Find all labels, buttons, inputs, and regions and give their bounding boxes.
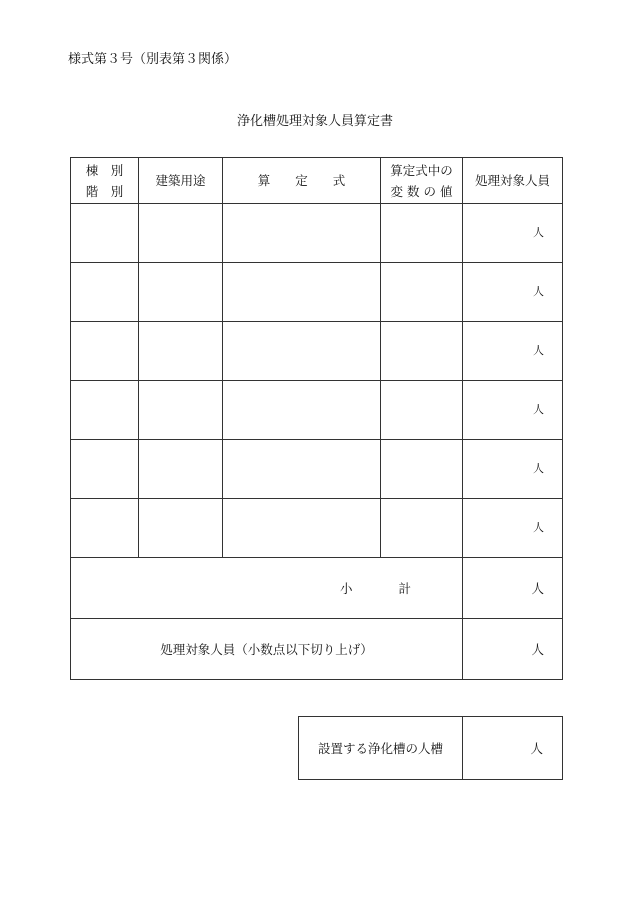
table-row xyxy=(71,204,563,263)
header-building-floor xyxy=(71,158,139,204)
building-floor-cell[interactable] xyxy=(71,263,139,322)
subtotal-row xyxy=(71,558,563,619)
persons-cell[interactable] xyxy=(463,204,563,263)
use-cell[interactable] xyxy=(139,322,223,381)
subtotal-label-cell xyxy=(71,558,463,619)
persons-cell[interactable] xyxy=(463,322,563,381)
variable-cell[interactable] xyxy=(381,381,463,440)
formula-cell[interactable] xyxy=(223,499,381,558)
variable-cell[interactable] xyxy=(381,440,463,499)
table-row xyxy=(71,263,563,322)
header-use: 建築用途 xyxy=(139,158,223,204)
persons-unit: 人 xyxy=(533,521,544,534)
persons-cell[interactable] xyxy=(463,263,563,322)
persons-cell[interactable] xyxy=(463,499,563,558)
variable-cell[interactable] xyxy=(381,322,463,381)
total-unit: 人 xyxy=(531,642,544,657)
persons-unit: 人 xyxy=(533,226,544,239)
formula-cell[interactable] xyxy=(223,440,381,499)
header-variable-values xyxy=(381,158,463,204)
total-label: 処理対象人員（小数点以下切り上げ） xyxy=(71,619,463,680)
formula-cell[interactable] xyxy=(223,381,381,440)
variable-cell[interactable] xyxy=(381,263,463,322)
building-floor-cell[interactable] xyxy=(71,322,139,381)
use-cell[interactable] xyxy=(139,499,223,558)
building-floor-cell[interactable] xyxy=(71,440,139,499)
variable-cell[interactable] xyxy=(381,499,463,558)
variable-cell[interactable] xyxy=(381,204,463,263)
form-number: 様式第３号（別表第３関係） xyxy=(68,52,238,67)
building-floor-cell[interactable] xyxy=(71,499,139,558)
tank-capacity-cell[interactable] xyxy=(463,717,563,780)
total-persons-cell[interactable] xyxy=(463,619,563,680)
table-row xyxy=(71,440,563,499)
header-building-label: 棟 別 xyxy=(85,162,124,178)
header-formula: 算 定 式 xyxy=(223,158,381,204)
building-floor-cell[interactable] xyxy=(71,381,139,440)
total-row xyxy=(71,619,563,680)
table-row xyxy=(71,499,563,558)
use-cell[interactable] xyxy=(139,263,223,322)
header-floor-label: 階 別 xyxy=(85,183,124,199)
header-variable-line2: 変 数 の 値 xyxy=(390,183,453,199)
persons-unit: 人 xyxy=(533,462,544,475)
use-cell[interactable] xyxy=(139,381,223,440)
subtotal-unit: 人 xyxy=(531,581,544,596)
formula-cell[interactable] xyxy=(223,204,381,263)
building-floor-cell[interactable] xyxy=(71,204,139,263)
header-variable-line1: 算定式中の xyxy=(390,162,453,178)
subtotal-persons-cell[interactable] xyxy=(463,558,563,619)
persons-unit: 人 xyxy=(533,344,544,357)
persons-cell[interactable] xyxy=(463,381,563,440)
tank-capacity-label: 設置する浄化槽の人槽 xyxy=(299,717,463,780)
formula-cell[interactable] xyxy=(223,322,381,381)
document-title: 浄化槽処理対象人員算定書 xyxy=(236,114,393,129)
tank-capacity-unit: 人 xyxy=(530,741,543,756)
calculation-table xyxy=(70,157,563,680)
table-row xyxy=(71,322,563,381)
persons-cell[interactable] xyxy=(463,440,563,499)
use-cell[interactable] xyxy=(139,204,223,263)
tank-capacity-row xyxy=(299,717,563,780)
header-row xyxy=(71,158,563,204)
subtotal-label: 小計 xyxy=(340,581,458,596)
table-row xyxy=(71,381,563,440)
header-persons: 処理対象人員 xyxy=(463,158,563,204)
formula-cell[interactable] xyxy=(223,263,381,322)
use-cell[interactable] xyxy=(139,440,223,499)
tank-capacity-table xyxy=(298,716,563,780)
persons-unit: 人 xyxy=(533,285,544,298)
persons-unit: 人 xyxy=(533,403,544,416)
